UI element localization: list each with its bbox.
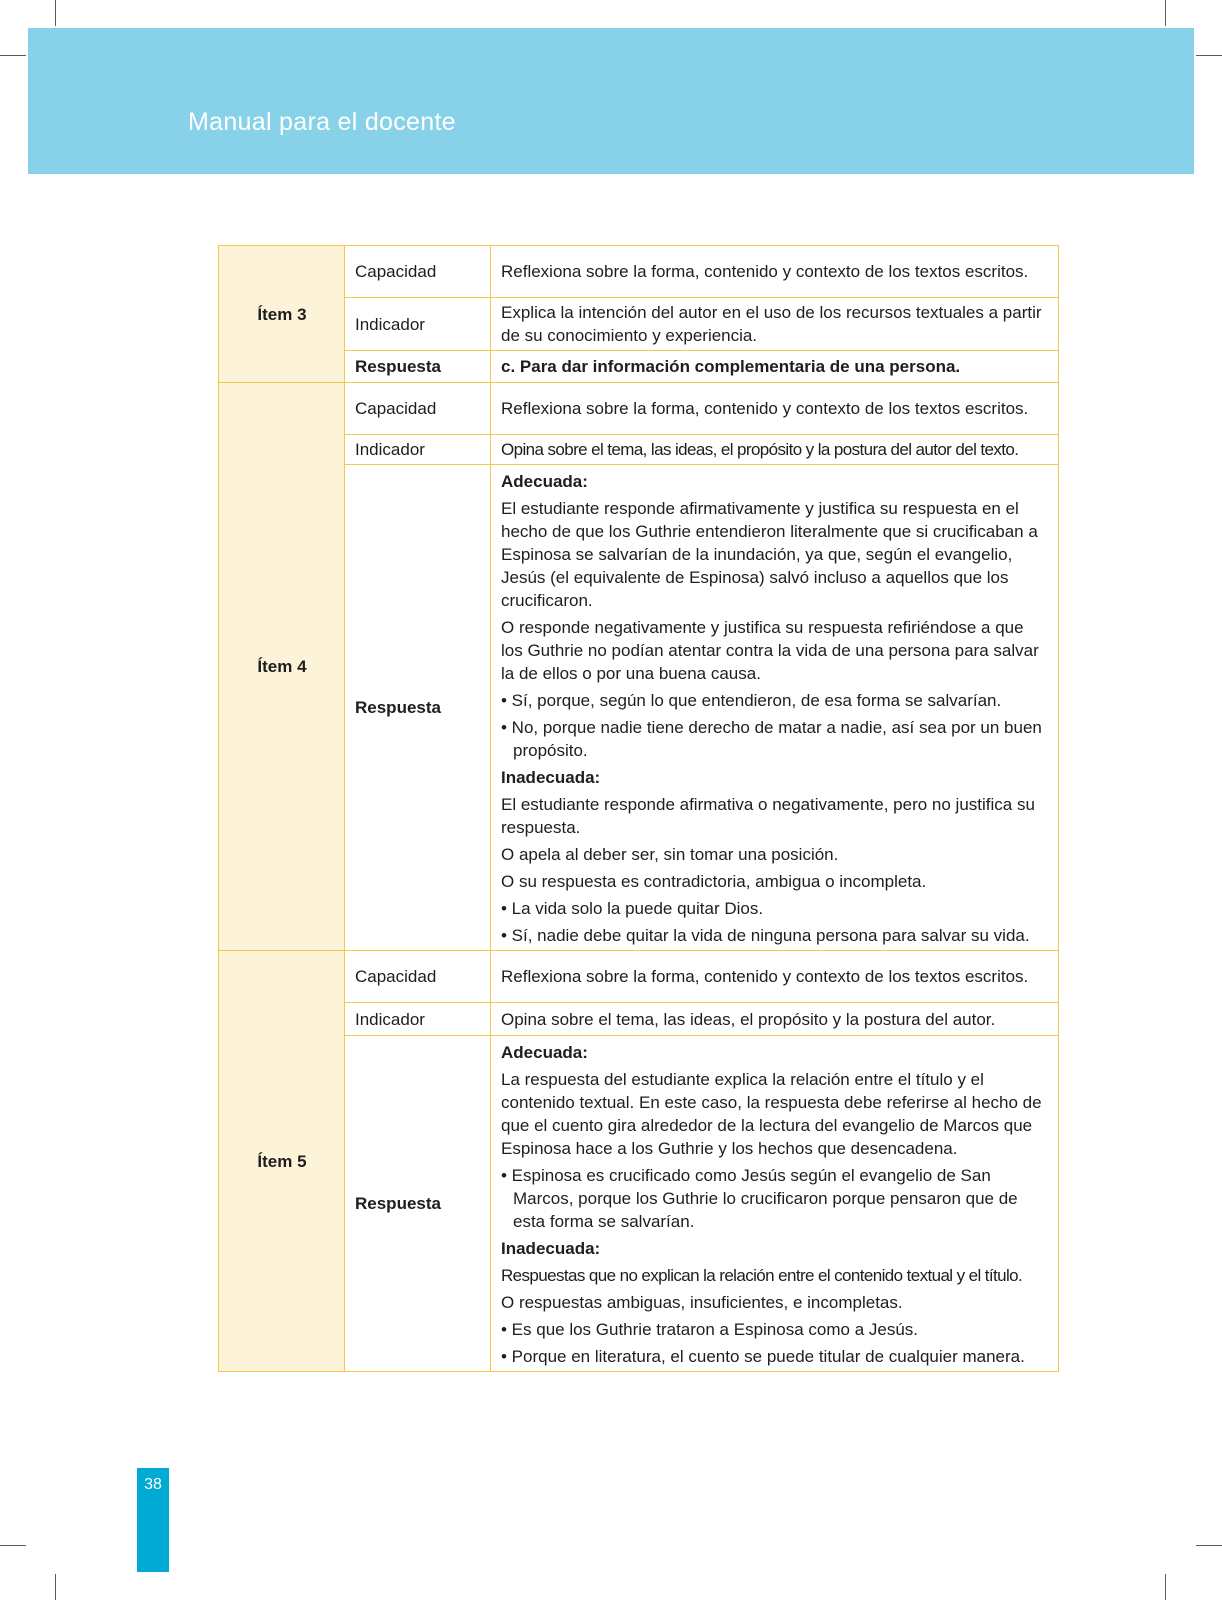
paragraph: Respuestas que no explican la relación entre el contenido textual y el título. (501, 1266, 1023, 1285)
row-label: Indicador (345, 435, 491, 465)
row-label: Indicador (345, 1003, 491, 1036)
respuesta-text: c. Para dar información complementaria de una persona. (491, 351, 1059, 383)
crop-mark (1165, 0, 1166, 26)
row-label: Capacidad (345, 951, 491, 1003)
paragraph: O su respuesta es contradictoria, ambigua o incompleta. (501, 872, 927, 891)
table-row (219, 1003, 1059, 1036)
table-row (219, 351, 1059, 383)
page-number: 38 (144, 1476, 162, 1493)
row-label: Indicador (345, 298, 491, 351)
respuesta-cell (491, 1036, 1059, 1372)
bullet-item: • Es que los Guthrie trataron a Espinosa como a Jesús. (501, 1320, 918, 1339)
crop-mark (0, 55, 26, 56)
crop-mark (1196, 1545, 1222, 1546)
crop-mark (1165, 1574, 1166, 1600)
table-row (219, 298, 1059, 351)
table-row (219, 1036, 1059, 1372)
page-header-title: Manual para el docente (188, 108, 456, 136)
row-label: Capacidad (345, 383, 491, 435)
crop-mark (55, 1574, 56, 1600)
bullet-item: • La vida solo la puede quitar Dios. (501, 899, 764, 918)
bullet-item: • Porque en literatura, el cuento se puede titular de cualquier manera. (501, 1347, 1025, 1366)
paragraph: O responde negativamente y justifica su respuesta refiriéndose a que los Guthrie no podían atentar contra la vida de una persona para salvar la de ellos o por una buena causa. (501, 618, 1039, 683)
item-label: Ítem 3 (219, 246, 345, 383)
capacidad-text: Reflexiona sobre la forma, contenido y contexto de los textos escritos. (491, 246, 1059, 298)
inadecuada-heading: Inadecuada: (501, 768, 601, 787)
respuesta-cell (491, 465, 1059, 951)
capacidad-text: Reflexiona sobre la forma, contenido y contexto de los textos escritos. (491, 383, 1059, 435)
indicador-text: Explica la intención del autor en el uso de los recursos textuales a partir de su conocimiento y experiencia. (491, 298, 1059, 351)
table-row (219, 246, 1059, 298)
crop-mark (55, 0, 56, 26)
bullet-item: • Espinosa es crucificado como Jesús según el evangelio de San Marcos, porque los Guthrie lo crucificaron porque pensaron que de esta forma se salvarían. (501, 1166, 1018, 1231)
table-row (219, 383, 1059, 435)
paragraph: El estudiante responde afirmativamente y justifica su respuesta en el hecho de que los Guthrie entendieron literalmente que si crucificaban a Espinosa se salvarían de la inundación, ya que, según el evangelio, Jesús (el equivalente de Espinosa) salvó incluso a aquellos que los crucificaron. (501, 499, 1038, 610)
table-row (219, 951, 1059, 1003)
crop-mark (0, 1545, 26, 1546)
paragraph: O respuestas ambiguas, insuficientes, e incompletas. (501, 1293, 903, 1312)
paragraph: El estudiante responde afirmativa o negativamente, pero no justifica su respuesta. (501, 795, 1035, 837)
row-label: Respuesta (345, 465, 491, 951)
evaluation-table (218, 245, 1059, 1372)
inadecuada-heading: Inadecuada: (501, 1239, 601, 1258)
crop-mark (1196, 55, 1222, 56)
row-label: Capacidad (345, 246, 491, 298)
header-band (28, 28, 1194, 174)
indicador-text: Opina sobre el tema, las ideas, el propósito y la postura del autor. (491, 1003, 1059, 1036)
adecuada-heading: Adecuada: (501, 472, 588, 491)
table-row (219, 465, 1059, 951)
table-row (219, 435, 1059, 465)
capacidad-text: Reflexiona sobre la forma, contenido y contexto de los textos escritos. (491, 951, 1059, 1003)
indicador-text: Opina sobre el tema, las ideas, el propósito y la postura del autor del texto. (491, 435, 1059, 465)
row-label: Respuesta (345, 351, 491, 383)
paragraph: La respuesta del estudiante explica la relación entre el título y el contenido textual. En este caso, la respuesta debe referirse al hecho de que el cuento gira alrededor de la lectura del evangelio de Marcos que Espinosa hace a los Guthrie y los hechos que desencadena. (501, 1070, 1042, 1158)
bullet-item: • No, porque nadie tiene derecho de matar a nadie, así sea por un buen propósito. (501, 718, 1042, 760)
row-label: Respuesta (345, 1036, 491, 1372)
bullet-item: • Sí, porque, según lo que entendieron, de esa forma se salvarían. (501, 691, 1002, 710)
bullet-item: • Sí, nadie debe quitar la vida de ninguna persona para salvar su vida. (501, 926, 1030, 945)
item-label: Ítem 4 (219, 383, 345, 951)
item-label: Ítem 5 (219, 951, 345, 1372)
adecuada-heading: Adecuada: (501, 1043, 588, 1062)
paragraph: O apela al deber ser, sin tomar una posición. (501, 845, 839, 864)
